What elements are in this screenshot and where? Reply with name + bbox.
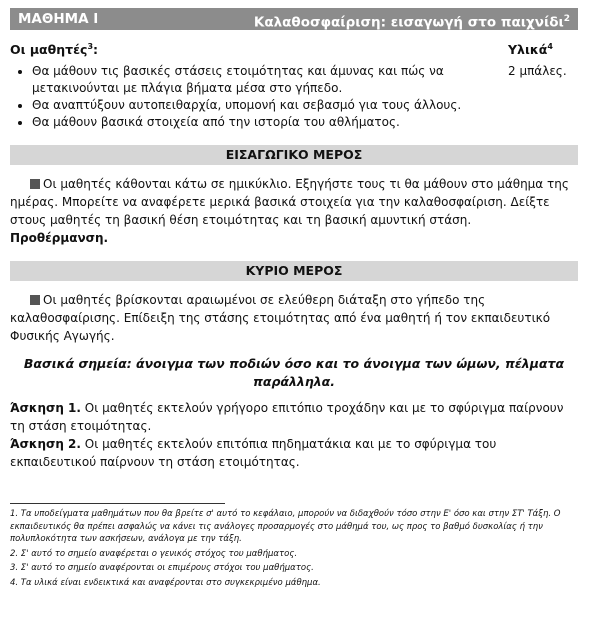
intro-paragraph: Οι μαθητές κάθονται κάτω σε ημικύκλιο. Εξηγήστε τους τι θα μάθουν στο μάθημα της ημέρας. Μπορείτε να αναφέρετε μερικά βασικά στοιχεία για την καλαθοσφαίριση. Δείξτε στους μαθητές τη βασική θέση ετοιμότητας και τη βασική αμυντική στάση. — [10, 177, 569, 228]
footnote-ref: 2 — [563, 14, 570, 24]
goals-list — [10, 63, 502, 131]
intro-section-title: ΕΙΣΑΓΩΓΙΚΟ ΜΕΡΟΣ — [10, 145, 578, 165]
goal-item: • Θα αναπτύξουν αυτοπειθαρχία, υπομονή και σεβασμό για τους άλλους. — [32, 97, 502, 114]
footnote: 2. Σ' αυτό το σημείο αναφέρεται ο γενικός στόχος του μαθήματος. — [10, 548, 298, 559]
footnote: 3. Σ' αυτό το σημείο αναφέρονται οι επιμέρους στόχοι του μαθήματος. — [10, 563, 314, 574]
footnote: 4. Τα υλικά είναι ενδεικτικά και αναφέρονται στο συγκεκριμένο μάθημα. — [10, 577, 321, 588]
lesson-header — [10, 8, 578, 30]
footnote-divider — [10, 503, 225, 504]
square-bullet-icon — [30, 179, 40, 189]
footnote-ref: 4 — [547, 42, 553, 51]
footnote: 1. Τα υποδείγματα μαθημάτων που θα βρείτε σ' αυτό το κεφάλαιο, μπορούν να διδαχθούν τόσο στην Ε' όσο και στην ΣΤ' Τάξη. Ο εκπαιδευτικός θα πρέπει ασφαλώς να κάνει τις ανάλογες προσαρμογές στο μάθημά του, ως προς το βαθμό δυσκολίας ή την πολυπλοκότητα των ασκήσεων, ανάλογα με την τάξη. — [10, 509, 561, 545]
lesson-page — [10, 8, 578, 589]
lesson-number: ΜΑΘΗΜΑ Ι — [18, 11, 99, 27]
goal-item: • Θα μάθουν βασικά στοιχεία από την ιστορία του αθλήματος. — [32, 114, 502, 131]
goal-item: • Θα μάθουν τις βασικές στάσεις ετοιμότητας και άμυνας και πώς να μετακινούνται με πλάγια βήματα μέσα στο γήπεδο. — [32, 63, 502, 97]
lesson-topic: Καλαθοσφαίριση: εισαγωγή στο παιχνίδι$^2$ — [253, 14, 570, 31]
footnote-ref: 3 — [87, 42, 94, 51]
exercise-item: Άσκηση 1. Οι μαθητές εκτελούν γρήγορο επιτόπιο τροχάδην και με το σφύριγμα παίρνουν τη στάση ετοιμότητας. — [10, 401, 564, 434]
main-section-title: ΚΥΡΙΟ ΜΕΡΟΣ — [10, 261, 578, 281]
main-paragraph: Οι μαθητές βρίσκονται αραιωμένοι σε ελεύθερη διάταξη στο γήπεδο της καλαθοσφαίρισης. Επίδειξη της στάσης ετοιμότητας από ένα μαθητή ή τον εκπαιδευτικό Φυσικής Αγωγής. — [10, 293, 551, 344]
key-points: Βασικά σημεία: άνοιγμα των ποδιών όσο και το άνοιγμα των ώμων, πέλματα παράλληλα. — [23, 356, 565, 390]
footnotes — [10, 508, 578, 589]
materials-heading: Υλικά$^4$ — [508, 42, 553, 58]
materials-text: 2 μπάλες. — [508, 64, 567, 79]
goals-heading: Οι μαθητές$^3$: — [10, 42, 99, 58]
exercise-item: Άσκηση 2. Οι μαθητές εκτελούν επιτόπια πηδηματάκια και με το σφύριγμα του εκπαιδευτικού παίρνουν τη στάση ετοιμότητας. — [10, 437, 497, 470]
goals-materials-heading — [10, 42, 578, 57]
warmup-label: Προθέρμανση. — [10, 231, 109, 246]
goals-section — [10, 63, 578, 131]
square-bullet-icon — [30, 295, 40, 305]
